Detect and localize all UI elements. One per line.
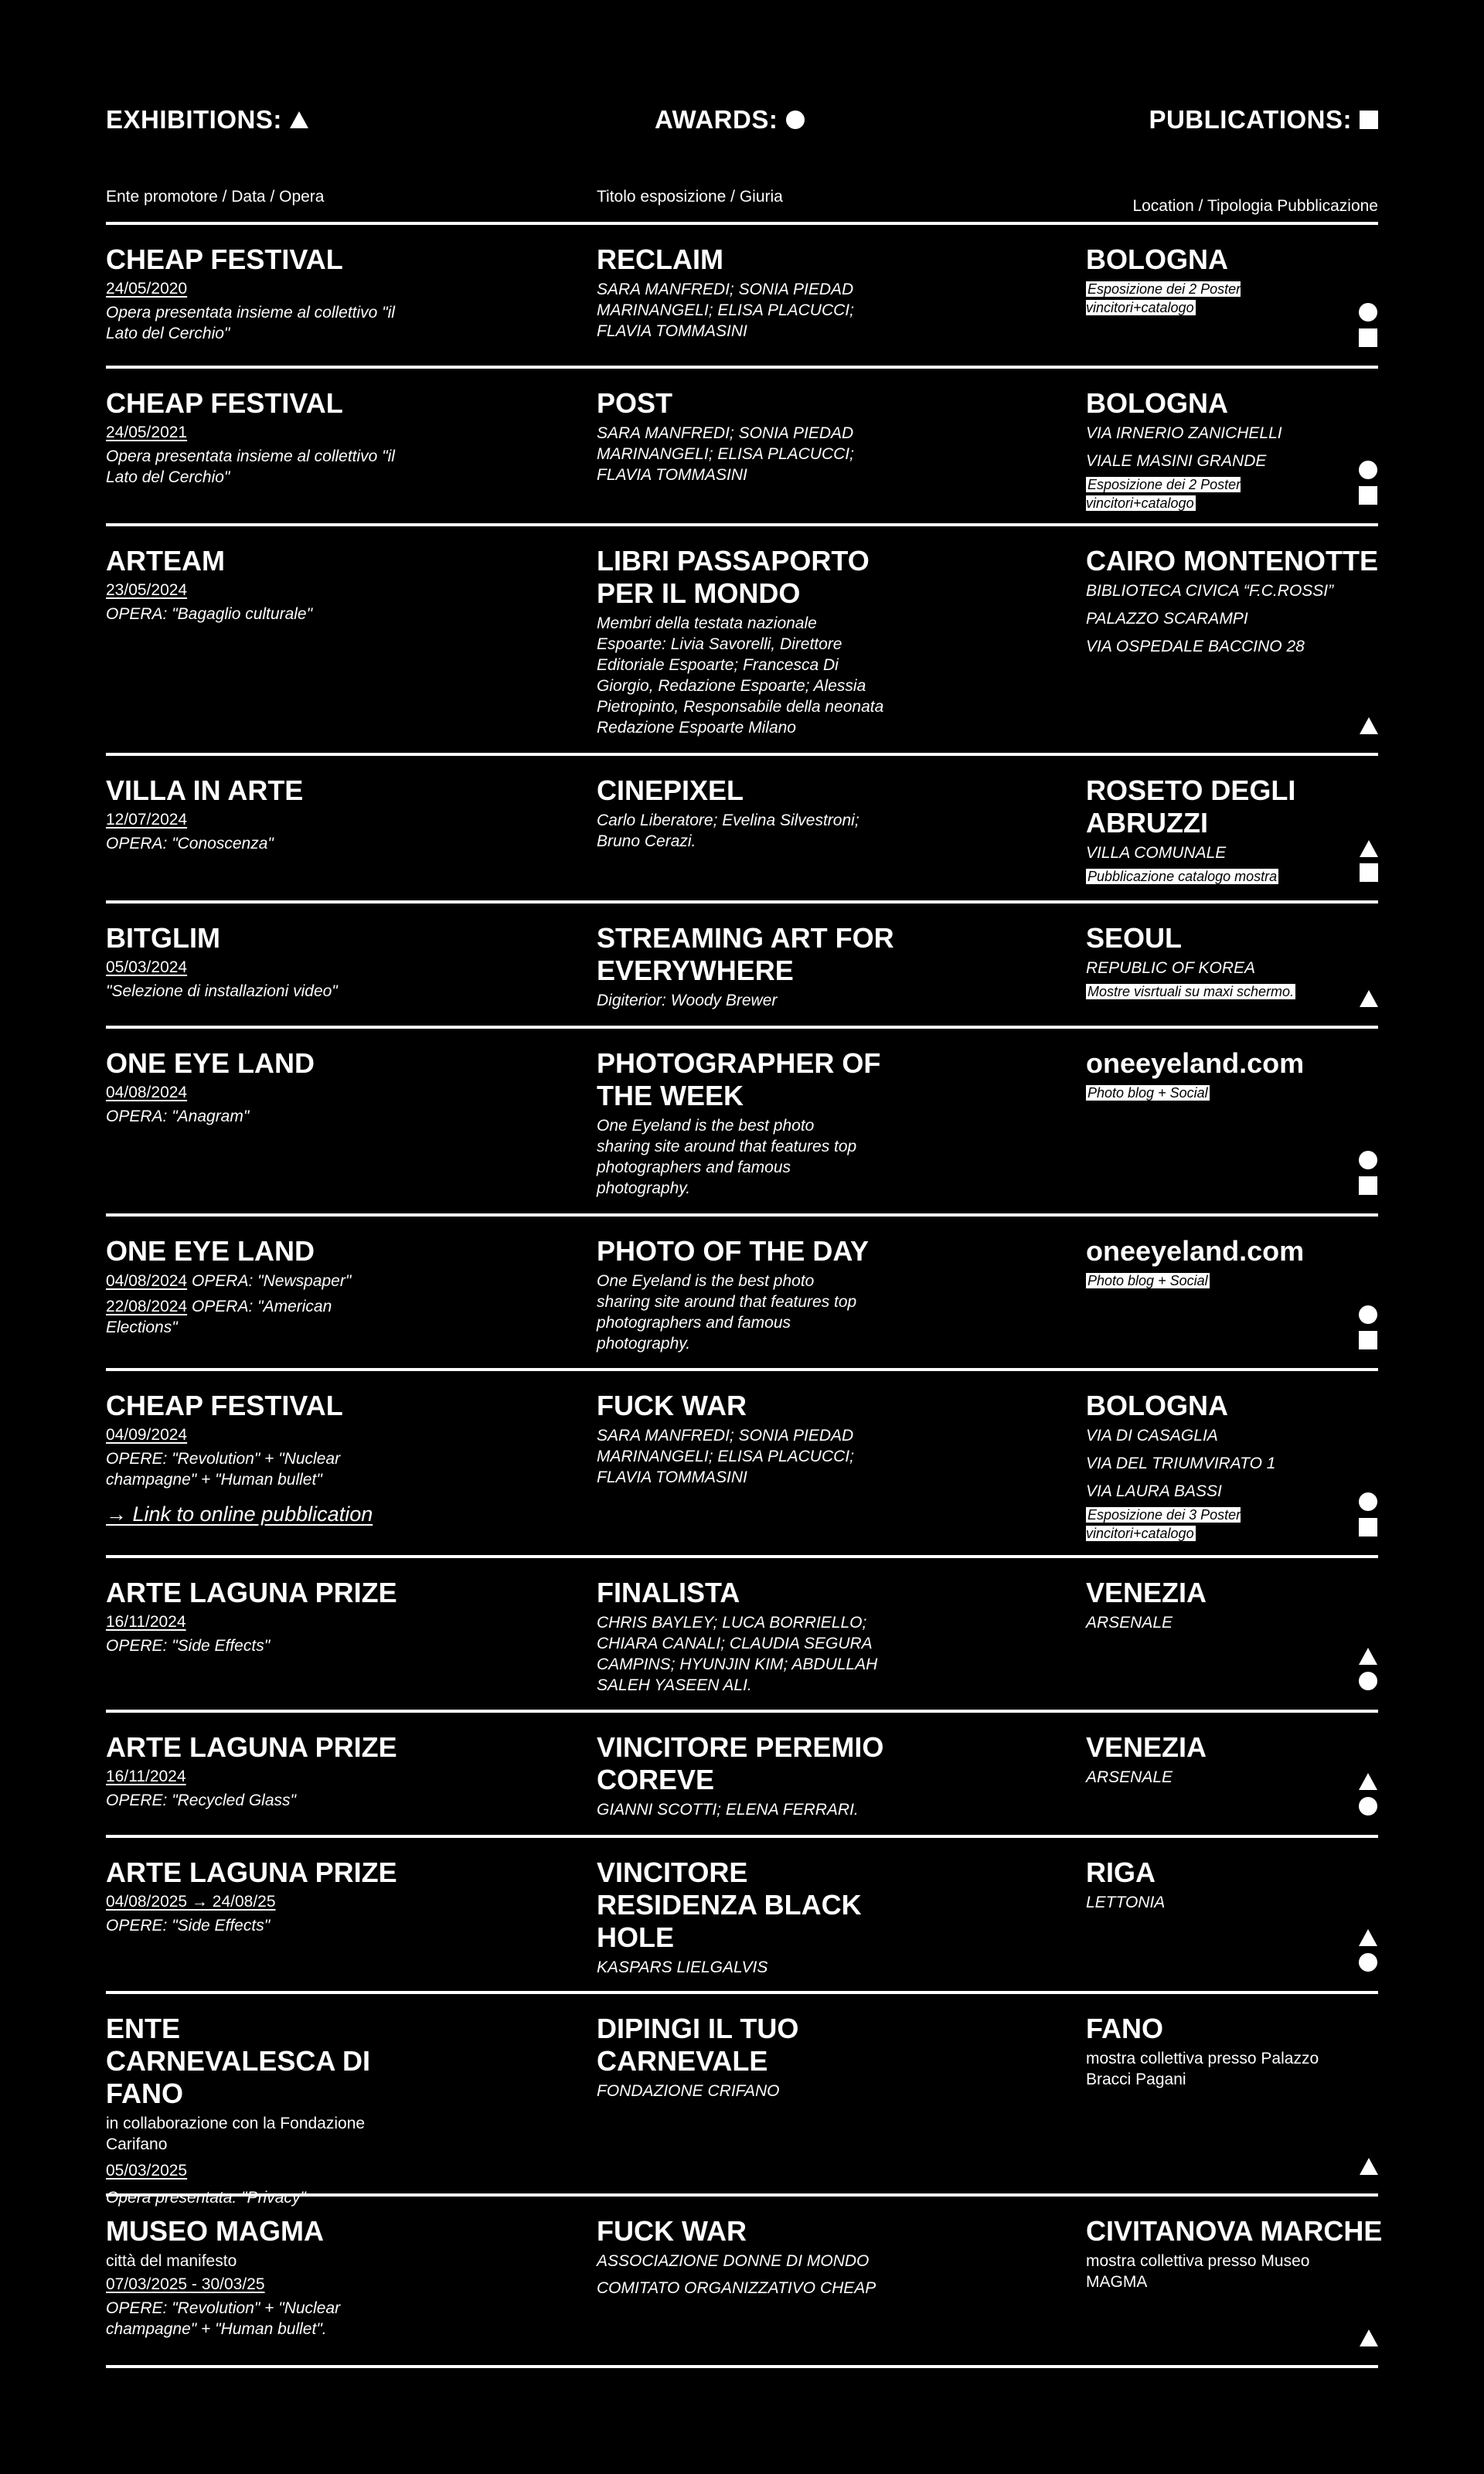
entry-jury: Digiterior: Woody Brewer [597, 992, 778, 1009]
circle-icon [1358, 1952, 1378, 1972]
column-header-org: Ente promotore / Data / Opera [106, 188, 325, 206]
entry-venue: VIALE MASINI GRANDE [1086, 452, 1267, 470]
legend-awards [655, 104, 805, 135]
entry-location: VENEZIA [1086, 1577, 1207, 1608]
triangle-icon [1360, 2158, 1378, 2175]
entry-location: FANO [1086, 2013, 1164, 2044]
entry-date: 04/08/2024 [106, 1084, 188, 1101]
entry-date: 16/11/2024 [106, 1768, 186, 1785]
entry-venue: VIA DEL TRIUMVIRATO 1 [1086, 1455, 1276, 1472]
entry-venue: VIA DI CASAGLIA [1086, 1427, 1218, 1445]
triangle-icon [1359, 1929, 1377, 1946]
entry-date: 24/05/2020 [106, 280, 188, 298]
entry-title: POST [597, 387, 673, 419]
entry-location: BOLOGNA [1086, 1390, 1228, 1421]
column-headers [106, 188, 1378, 226]
entry-work: OPERE: "Side Effects" [106, 1917, 271, 1935]
entry-date: 07/03/2025 - 30/03/25 [106, 2275, 265, 2293]
entry-work: OPERA: "Anagram" [106, 1108, 250, 1125]
legend-publications-label: PUBLICATIONS: [1149, 105, 1352, 134]
circle-icon [1358, 1796, 1378, 1816]
entry-venue: VIA IRNERIO ZANICHELLI [1086, 424, 1282, 442]
entry-location: ROSETO DEGLI ABRUZZI [1086, 774, 1296, 839]
entry-date: 05/03/2025 [106, 2162, 188, 2180]
entry-date: 16/11/2024 [106, 1613, 186, 1631]
entry-org: ARTE LAGUNA PRIZE [106, 1856, 397, 1888]
entry-title: FUCK WAR [597, 2215, 747, 2247]
entry-work: OPERE: "Revolution" + "Nuclear champagne" + "Human bullet" [106, 1450, 341, 1489]
entry-org: ARTEAM [106, 545, 225, 577]
entry-row [106, 904, 1378, 1026]
entry-location: VENEZIA [1086, 1731, 1207, 1763]
entry-org: CHEAP FESTIVAL [106, 387, 343, 419]
entry-description: mostra collettiva presso Palazzo Bracci Pagani [1086, 2050, 1319, 2088]
entry-subtitle: città del manifesto [106, 2252, 237, 2270]
entry-date: 23/05/2024 [106, 581, 188, 599]
entry-work: OPERE: "Recycled Glass" [106, 1792, 296, 1809]
entry-org: MUSEO MAGMA [106, 2215, 324, 2247]
entry-venue: BIBLIOTECA CIVICA “F.C.ROSSI” [1086, 582, 1334, 600]
circle-icon [1358, 1671, 1378, 1691]
publication-tag: Esposizione dei 2 Poster vincitori+catalogo [1086, 281, 1241, 315]
entry-jury: COMITATO ORGANIZZATIVO CHEAP [597, 2279, 876, 2297]
entry-location: BOLOGNA [1086, 243, 1228, 275]
entry-row [106, 1558, 1378, 1710]
square-icon [1360, 111, 1378, 129]
entry-title: PHOTOGRAPHER OF THE WEEK [597, 1047, 881, 1111]
online-publication-link[interactable]: → Link to online pubblication [106, 1502, 373, 1526]
entry-work: "Selezione di installazioni video" [106, 982, 338, 1000]
entry-title: VINCITORE RESIDENZA BLACK HOLE [597, 1856, 862, 1953]
entry-title: VINCITORE PEREMIO COREVE [597, 1731, 884, 1795]
entry-title: PHOTO OF THE DAY [597, 1235, 870, 1267]
legend-exhibitions [106, 105, 308, 134]
entry-title: STREAMING ART FOR EVERYWHERE [597, 922, 894, 986]
entry-org: ONE EYE LAND [106, 1047, 315, 1079]
publication-tag: Photo blog + Social [1087, 1085, 1208, 1101]
entry-row [106, 756, 1378, 900]
entry-work: OPERA: "Bagaglio culturale" [106, 605, 313, 623]
entry-row [106, 1029, 1378, 1213]
publication-tag: Mostre visrtuali su maxi schermo. [1087, 984, 1295, 999]
entry-jury: One Eyeland is the best photo sharing site around that features top photographers and famous photography. [597, 1117, 857, 1197]
entry-location: oneeyeland.com [1086, 1235, 1305, 1267]
triangle-icon [1360, 840, 1378, 857]
entry-date: 04/08/2025 → 24/08/25 [106, 1893, 276, 1911]
entry-org: VILLA IN ARTE [106, 774, 304, 806]
entry-work: OPERA: "American Elections" [106, 1298, 332, 1336]
legend-publications [1149, 105, 1378, 134]
entry-date: 04/09/2024 [106, 1426, 188, 1444]
entry-venue: PALAZZO SCARAMPI [1086, 610, 1248, 628]
entry-work: OPERE: "Revolution" + "Nuclear champagne" + "Human bullet". [106, 2299, 341, 2338]
triangle-icon [1359, 1773, 1377, 1790]
entry-work: Opera presentata insieme al collettivo "il Lato del Cerchio" [106, 447, 395, 486]
entry-jury: One Eyeland is the best photo sharing site around that features top photographers and famous photography. [597, 1272, 857, 1353]
entry-venue: REPUBLIC OF KOREA [1086, 959, 1256, 977]
entry-title: DIPINGI IL TUO CARNEVALE [597, 2013, 799, 2077]
circle-icon [1358, 1305, 1378, 1325]
entries-list [106, 222, 1383, 2368]
entry-jury: SARA MANFREDI; SONIA PIEDAD MARINANGELI; ELISA PLACUCCI; FLAVIA TOMMASINI [597, 281, 854, 340]
legend-exhibitions-label: EXHIBITIONS: [106, 105, 282, 134]
entry-jury: ASSOCIAZIONE DONNE DI MONDO [597, 2252, 870, 2270]
entry-work: Opera presentata insieme al collettivo "il Lato del Cerchio" [106, 304, 395, 342]
circle-icon [785, 110, 805, 130]
divider [106, 2365, 1378, 2368]
circle-icon [1358, 302, 1378, 322]
column-header-location: Location / Tipologia Pubblicazione [1132, 197, 1378, 215]
entry-jury: SARA MANFREDI; SONIA PIEDAD MARINANGELI; ELISA PLACUCCI; FLAVIA TOMMASINI [597, 424, 854, 484]
square-icon [1359, 328, 1377, 347]
entry-location: CIVITANOVA MARCHE [1086, 2215, 1383, 2247]
entry-date: 22/08/2024 [106, 1298, 188, 1315]
entry-row [106, 2197, 1383, 2365]
entry-jury: SARA MANFREDI; SONIA PIEDAD MARINANGELI; ELISA PLACUCCI; FLAVIA TOMMASINI [597, 1427, 854, 1486]
entry-venue: VIA LAURA BASSI [1086, 1482, 1222, 1500]
entry-org: CHEAP FESTIVAL [106, 243, 343, 275]
entry-date: 12/07/2024 [106, 811, 188, 829]
entry-org: ARTE LAGUNA PRIZE [106, 1731, 397, 1763]
entry-title: RECLAIM [597, 243, 723, 275]
entry-org: ARTE LAGUNA PRIZE [106, 1577, 397, 1608]
entry-row [106, 225, 1378, 366]
entry-jury: FONDAZIONE CRIFANO [597, 2082, 780, 2100]
square-icon [1359, 486, 1377, 505]
entry-jury: GIANNI SCOTTI; ELENA FERRARI. [597, 1801, 859, 1819]
entry-jury: CHRIS BAYLEY; LUCA BORRIELLO; CHIARA CANALI; CLAUDIA SEGURA CAMPINS; HYUNJIN KIM; ABDULLAH SALEH YASEEN ALI. [597, 1614, 878, 1694]
entry-jury: Carlo Liberatore; Evelina Silvestroni; Bruno Cerazi. [597, 812, 859, 850]
entry-date: 04/08/2024 [106, 1272, 188, 1290]
entry-org: CHEAP FESTIVAL [106, 1390, 343, 1421]
entry-location: BOLOGNA [1086, 387, 1228, 419]
entry-venue: ARSENALE [1086, 1614, 1173, 1632]
publication-tag: Photo blog + Social [1087, 1273, 1208, 1288]
entry-venue: VIA OSPEDALE BACCINO 28 [1086, 638, 1305, 655]
entry-row [106, 1371, 1378, 1555]
entry-date: 24/05/2021 [106, 424, 188, 441]
entry-venue: LETTONIA [1086, 1894, 1166, 1911]
entry-location: RIGA [1086, 1856, 1156, 1888]
entry-title: LIBRI PASSAPORTO PER IL MONDO [597, 545, 870, 609]
square-icon [1359, 1518, 1377, 1536]
square-icon [1359, 1176, 1377, 1195]
entry-org: ONE EYE LAND [106, 1235, 315, 1267]
entry-venue: VILLA COMUNALE [1086, 844, 1227, 862]
entry-date: 05/03/2024 [106, 958, 188, 976]
entry-location: SEOUL [1086, 922, 1183, 954]
entry-row [106, 1713, 1378, 1835]
column-header-title: Titolo esposizione / Giuria [597, 188, 783, 206]
square-icon [1360, 863, 1378, 882]
legend [106, 104, 1378, 135]
entry-jury: Membri della testata nazionale Espoarte: Livia Savorelli, Direttore Editoriale Espoarte; Francesca Di Giorgio, Redazione Espoarte; Alessia Pietropinto, Responsabile della neonata Redazione Espoarte Milano [597, 614, 884, 737]
entry-location: CAIRO MONTENOTTE [1086, 545, 1378, 577]
legend-awards-label: AWARDS: [655, 105, 778, 134]
entry-row [106, 1217, 1378, 1368]
entry-location: oneeyeland.com [1086, 1047, 1305, 1079]
entry-jury: KASPARS LIELGALVIS [597, 1958, 768, 1976]
entry-row [106, 1838, 1378, 1991]
entry-org: ENTE CARNEVALESCA DI FANO [106, 2013, 371, 2109]
entry-row [106, 369, 1378, 523]
triangle-icon [1359, 1648, 1377, 1665]
triangle-icon [1360, 717, 1378, 734]
entry-work: Opera presentata: "Privacy" [106, 2189, 306, 2207]
circle-icon [1358, 460, 1378, 480]
square-icon [1359, 1331, 1377, 1349]
entry-description: mostra collettiva presso Museo MAGMA [1086, 2252, 1310, 2291]
triangle-icon [1360, 990, 1378, 1007]
entry-title: CINEPIXEL [597, 774, 744, 806]
entry-work: OPERA: "Newspaper" [191, 1272, 352, 1290]
entry-row [106, 1994, 1378, 2207]
entry-title: FINALISTA [597, 1577, 740, 1608]
publication-tag: Esposizione dei 2 Poster vincitori+catalogo [1086, 477, 1241, 511]
entry-org: BITGLIM [106, 922, 220, 954]
circle-icon [1358, 1492, 1378, 1512]
entry-subtitle: in collaborazione con la Fondazione Carifano [106, 2115, 366, 2153]
triangle-icon [1360, 2329, 1378, 2346]
triangle-icon [290, 111, 308, 128]
publication-tag: Esposizione dei 3 Poster vincitori+catalogo [1086, 1507, 1241, 1541]
entry-title: FUCK WAR [597, 1390, 747, 1421]
entry-row [106, 526, 1378, 753]
publication-tag: Pubblicazione catalogo mostra [1087, 869, 1278, 884]
circle-icon [1358, 1150, 1378, 1170]
entry-venue: ARSENALE [1086, 1768, 1173, 1786]
entry-work: OPERA: "Conoscenza" [106, 835, 274, 852]
entry-work: OPERE: "Side Effects" [106, 1637, 271, 1655]
